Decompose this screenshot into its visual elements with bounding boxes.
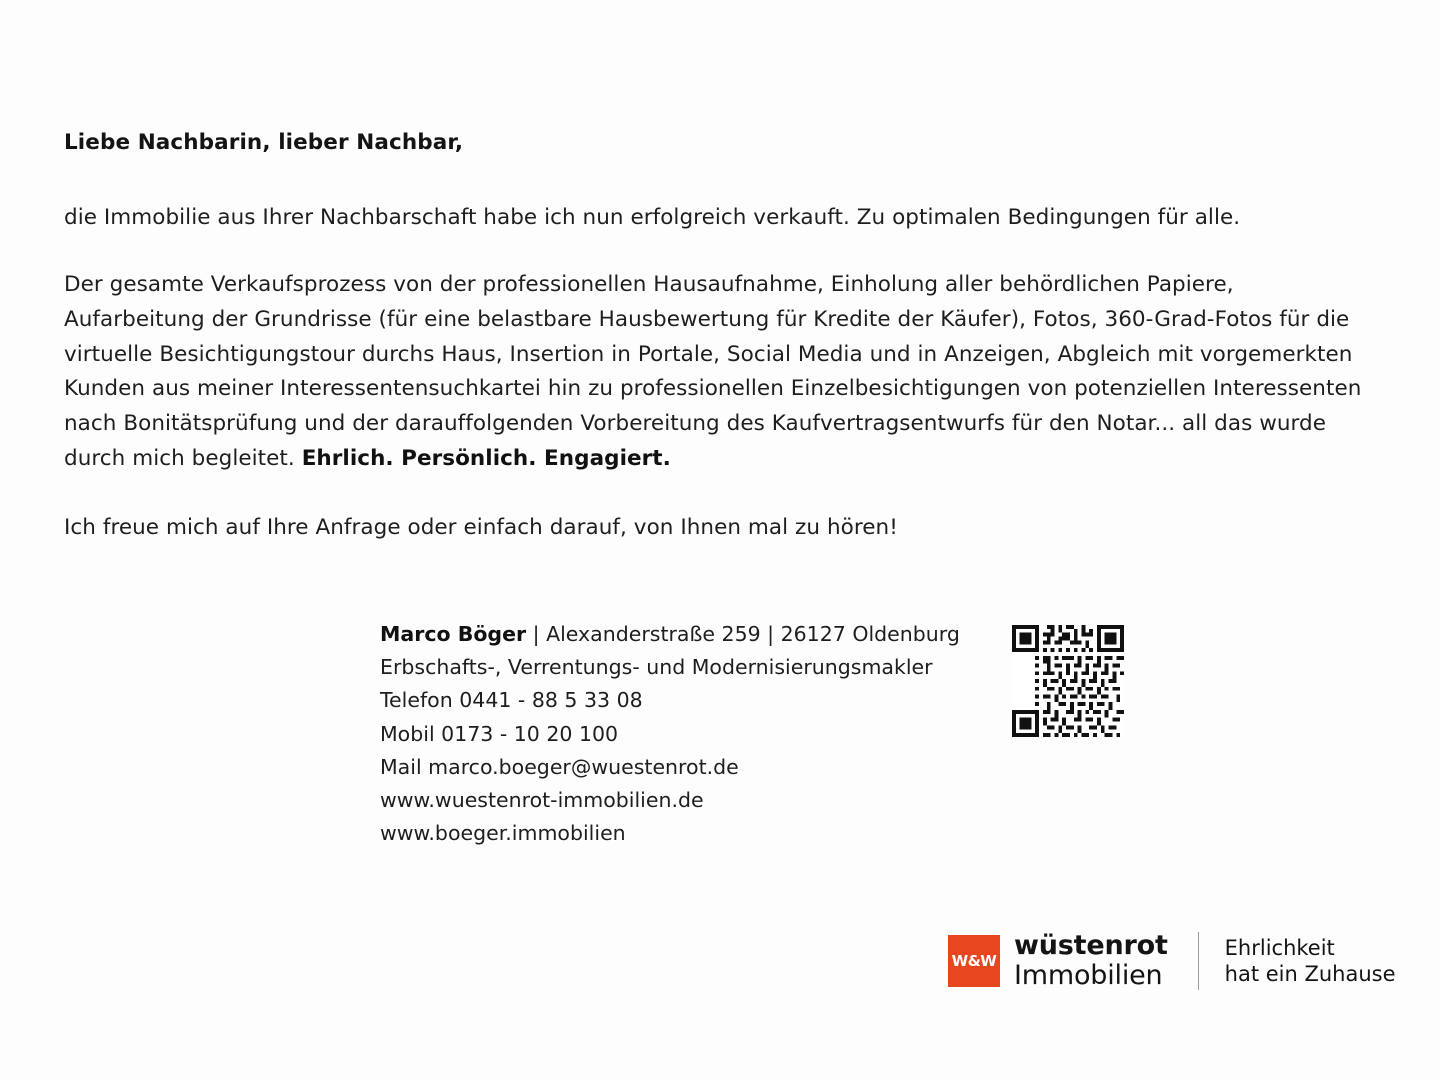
contact-block [380, 618, 960, 850]
claim-line-1: Ehrlichkeit [1224, 935, 1335, 960]
footer-divider [1198, 932, 1199, 990]
brand-claim [1225, 935, 1396, 988]
paragraph-process-emphasis: Ehrlich. Persönlich. Engagiert. [301, 445, 671, 471]
brand-wordmark [1014, 931, 1168, 991]
brand-division: Immobilien [1014, 960, 1163, 991]
wuestenrot-logo-icon [948, 935, 1000, 987]
contact-website-secondary: www.boeger.immobilien [380, 821, 626, 846]
contact-name: Marco Böger [380, 622, 527, 646]
contact-mobile: Mobil 0173 - 10 20 100 [380, 721, 619, 746]
brand-footer [948, 930, 1396, 992]
qr-code-svg [1012, 625, 1124, 737]
logo-mark-text: W&W [951, 951, 997, 970]
paragraph-process-text: Der gesamte Verkaufsprozess von der professionellen Hausaufnahme, Einholung aller behördlichen Papiere, Aufarbeitung der Grundrisse (für eine belastbare Hausbewertung für Kredite der Käufer), Fotos, 360-Grad-Fotos für die virtuelle Besichtigungstour durchs Haus, Insertion in Portale, Social Media und in Anzeigen, Abgleich mit vorgemerkten Kunden aus meiner Interessentensuchkartei hin zu professionellen Einzelbesichtigungen von potenziellen Interessenten nach Bonitätsprüfung und der darauffolgenden Vorbereitung des Kaufvertragsentwurfs für den Notar... all das wurde durch mich begleitet. [64, 271, 1362, 471]
letter-body [64, 128, 1374, 578]
contact-mail: Mail marco.boeger@wuestenrot.de [380, 754, 739, 779]
claim-line-2: hat ein Zuhause [1224, 962, 1396, 986]
contact-address: | Alexanderstraße 259 | 26127 Oldenburg [526, 622, 960, 646]
contact-phone: Telefon 0441 - 88 5 33 08 [380, 688, 643, 713]
brand-name: wüstenrot [1014, 929, 1168, 961]
paragraph-closing: Ich freue mich auf Ihre Anfrage oder einfach darauf, von Ihnen mal zu hören! [64, 514, 898, 540]
paragraph-process [64, 268, 1374, 477]
salutation: Liebe Nachbarin, lieber Nachbar, [64, 130, 464, 155]
qr-code-icon [1012, 625, 1124, 737]
paragraph-intro: die Immobilie aus Ihrer Nachbarschaft habe ich nun erfolgreich verkauft. Zu optimalen Bedingungen für alle. [64, 205, 1241, 231]
contact-role: Erbschafts-, Verrentungs- und Modernisierungsmakler [380, 655, 933, 680]
contact-name-address [380, 618, 960, 651]
contact-website-primary: www.wuestenrot-immobilien.de [380, 788, 704, 813]
